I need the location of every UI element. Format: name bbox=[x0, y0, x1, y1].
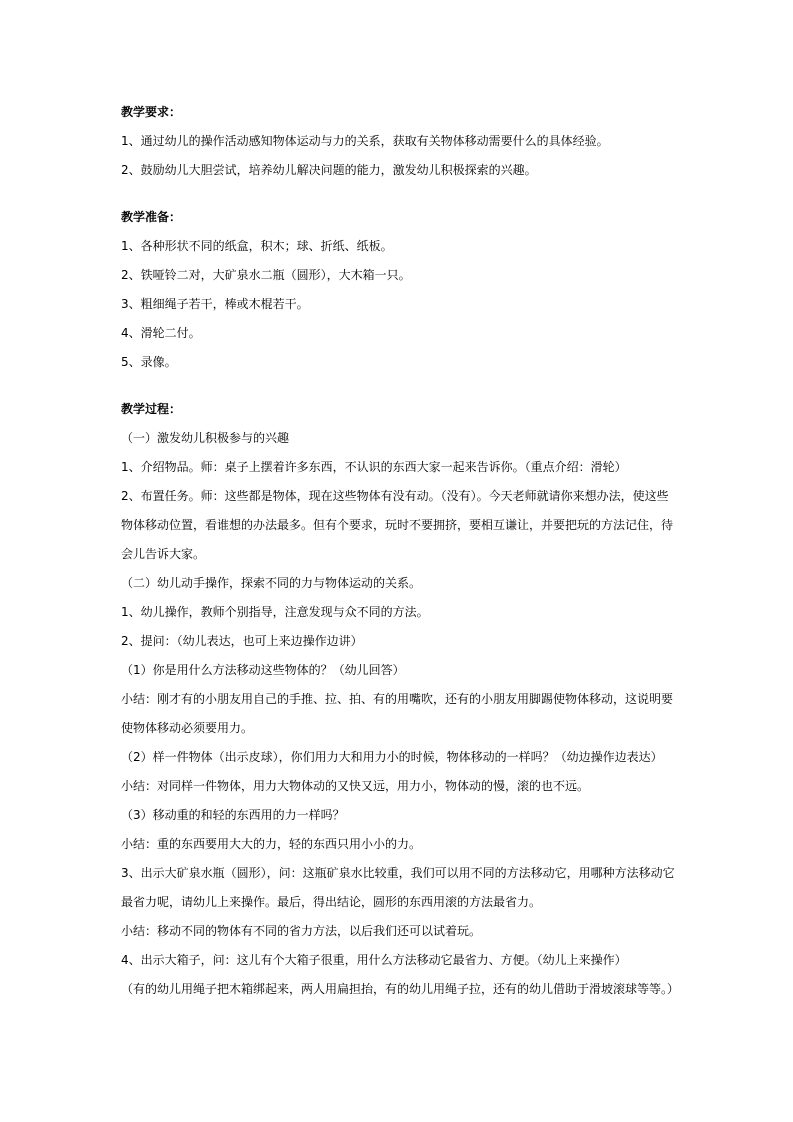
paragraph-line: （1）你是用什么方法移动这些物体的？（幼儿回答） bbox=[121, 663, 405, 677]
section-heading: 教学准备： bbox=[121, 210, 182, 224]
paragraph-line: 4、出示大箱子，问：这儿有个大箱子很重，用什么方法移动它最省力、方便。（幼儿上来操作） bbox=[121, 953, 627, 967]
section-heading: 教学要求： bbox=[121, 105, 182, 119]
paragraph-line: 最省力呢，请幼儿上来操作。最后，得出结论，圆形的东西用滚的方法最省力。 bbox=[121, 895, 542, 909]
section-heading: 教学过程： bbox=[121, 402, 182, 416]
paragraph-line: 2、布置任务。师：这些都是物体，现在这些物体有没有动。（没有）。今天老师就请你来想办法，使这些 bbox=[121, 489, 669, 503]
paragraph-line: 使物体移动必须要用力。 bbox=[121, 721, 254, 735]
paragraph-line: （3）移动重的和轻的东西用的力一样吗？ bbox=[121, 808, 345, 822]
paragraph-line: 3、粗细绳子若干，棒或木棍若干。 bbox=[121, 297, 309, 311]
paragraph-line: 3、出示大矿泉水瓶（圆形），问：这瓶矿泉水比较重，我们可以用不同的方法移动它，用哪种方法移动它 bbox=[121, 866, 675, 880]
section-preparation bbox=[121, 203, 681, 377]
paragraph-line: 2、铁哑铃二对，大矿泉水二瓶（圆形），大木箱一只。 bbox=[121, 268, 411, 282]
paragraph-line: 小结：重的东西要用大大的力，轻的东西只用小小的力。 bbox=[121, 837, 422, 851]
section-spacer bbox=[121, 185, 681, 203]
paragraph-line: 会儿告诉大家。 bbox=[121, 547, 206, 561]
paragraph-line: 1、幼儿操作，教师个别指导，注意发现与众不同的方法。 bbox=[121, 605, 429, 619]
paragraph-line: （有的幼儿用绳子把木箱绑起来，两人用扁担抬，有的幼儿用绳子拉，还有的幼儿借助于滑坡滚球等等。） bbox=[121, 982, 680, 996]
paragraph-line: 小结：对同样一件物体，用力大物体动的又快又远，用力小，物体动的慢，滚的也不远。 bbox=[121, 779, 590, 793]
paragraph-line: 1、通过幼儿的操作活动感知物体运动与力的关系，获取有关物体移动需要什么的具体经验。 bbox=[121, 134, 609, 148]
paragraph-line: 2、提问：（幼儿表达，也可上来边操作边讲） bbox=[121, 634, 363, 648]
paragraph-line: 5、录像。 bbox=[121, 355, 177, 369]
section-spacer bbox=[121, 377, 681, 395]
paragraph-line: （二）幼儿动手操作，探索不同的力与物体运动的关系。 bbox=[121, 576, 422, 590]
section-requirements bbox=[121, 98, 681, 185]
section-process bbox=[121, 395, 681, 1004]
document-page bbox=[121, 98, 681, 1004]
paragraph-line: （2）样一件物体（出示皮球），你们用力大和用力小的时候，物体移动的一样吗？（幼边操作边表达） bbox=[121, 750, 663, 764]
paragraph-line: 4、滑轮二付。 bbox=[121, 326, 201, 340]
paragraph-line: 物体移动位置，看谁想的办法最多。但有个要求，玩时不要拥挤，要相互谦让，并要把玩的方法记住，待 bbox=[121, 518, 674, 532]
paragraph-line: 小结：移动不同的物体有不同的省力方法，以后我们还可以试着玩。 bbox=[121, 924, 482, 938]
paragraph-line: 1、各种形状不同的纸盒，积木；球、折纸、纸板。 bbox=[121, 239, 393, 253]
paragraph-line: 1、介绍物品。师：桌子上摆着许多东西，不认识的东西大家一起来告诉你。（重点介绍：滑轮） bbox=[121, 460, 627, 474]
paragraph-line: 2、鼓励幼儿大胆尝试，培养幼儿解决问题的能力，激发幼儿积极探索的兴趣。 bbox=[121, 163, 537, 177]
paragraph-line: 小结：刚才有的小朋友用自己的手推、拉、拍、有的用嘴吹，还有的小朋友用脚踢使物体移动，这说明要 bbox=[121, 692, 674, 706]
paragraph-line: （一）激发幼儿积极参与的兴趣 bbox=[121, 431, 290, 445]
